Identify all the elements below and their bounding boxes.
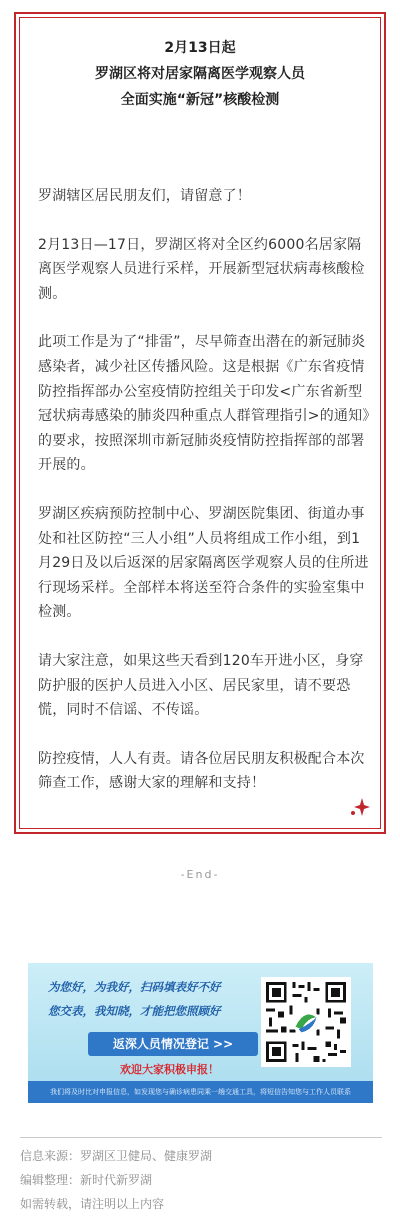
registration-button[interactable]: 返深人员情况登记 >> [88, 1032, 258, 1056]
paragraph-caution: 请大家注意，如果这些天看到120车开进小区，身穿防护服的医护人员进入小区、居民家里，请不要恐慌，同时不信谣、不传谣。 [38, 652, 364, 719]
credits-block [20, 1137, 382, 1216]
paragraph-purpose: 此项工作是为了“排雷”，尽早筛查出潜在的新冠肺炎感染者，减少社区传播风险。这是根据《广东省疫情防控指挥部办公室疫情防控组关于印发<广东省新型冠状病毒感染的肺炎四种重点人群管理指引>的通知》的要求，按照深圳市新冠肺炎疫情防控指挥部的部署开展的。 [38, 334, 370, 474]
end-mark: -End- [180, 868, 220, 881]
credit-reprint: 如需转载，请注明以上内容 [20, 1197, 165, 1211]
sparkle-icon [349, 796, 371, 818]
title-line-3: 全面实施“新冠”核酸检测 [120, 92, 280, 108]
banner-line-2: 您交表，我知晓，才能把您照顾好 [48, 1004, 221, 1018]
notice-card [14, 12, 386, 834]
banner-line-1: 为您好，为我好，扫码填表好不好 [48, 980, 221, 994]
credit-source: 信息来源：罗湖区卫健局、健康罗湖 [20, 1149, 213, 1163]
paragraph-closing: 防控疫情，人人有责。请各位居民朋友积极配合本次筛查工作，感谢大家的理解和支持！ [38, 750, 365, 792]
title-line-2: 罗湖区将对居家隔离医学观察人员 [95, 66, 305, 82]
paragraph-greeting: 罗湖辖区居民朋友们，请留意了！ [38, 188, 251, 204]
paragraph-team: 罗湖区疾病预防控制中心、罗湖医院集团、街道办事处和社区防控“三人小组”人员将组成工作小组，到1月29日及以后返深的居家隔离医学观察人员的住所进行现场采样。全部样本将送至符合条件的实验室集中检测。 [38, 505, 369, 621]
qr-code-icon[interactable] [261, 977, 351, 1067]
notice-title [16, 35, 384, 113]
paragraph-schedule: 2月13日—17日，罗湖区将对全区约6000名居家隔离医学观察人员进行采样，开展新型冠状病毒核酸检测。 [38, 236, 365, 302]
banner-slogan: 欢迎大家积极申报！ [120, 1063, 219, 1076]
credit-editor: 编辑整理：新时代新罗湖 [20, 1173, 153, 1187]
notice-body [38, 184, 373, 820]
registration-banner[interactable] [28, 963, 373, 1103]
banner-footer: 我们将及时比对申报信息，如发现您与确诊病患同乘一趟交通工具，将短信告知您与工作人员联系 [28, 1081, 373, 1103]
title-date: 2月13日起 [164, 40, 236, 56]
